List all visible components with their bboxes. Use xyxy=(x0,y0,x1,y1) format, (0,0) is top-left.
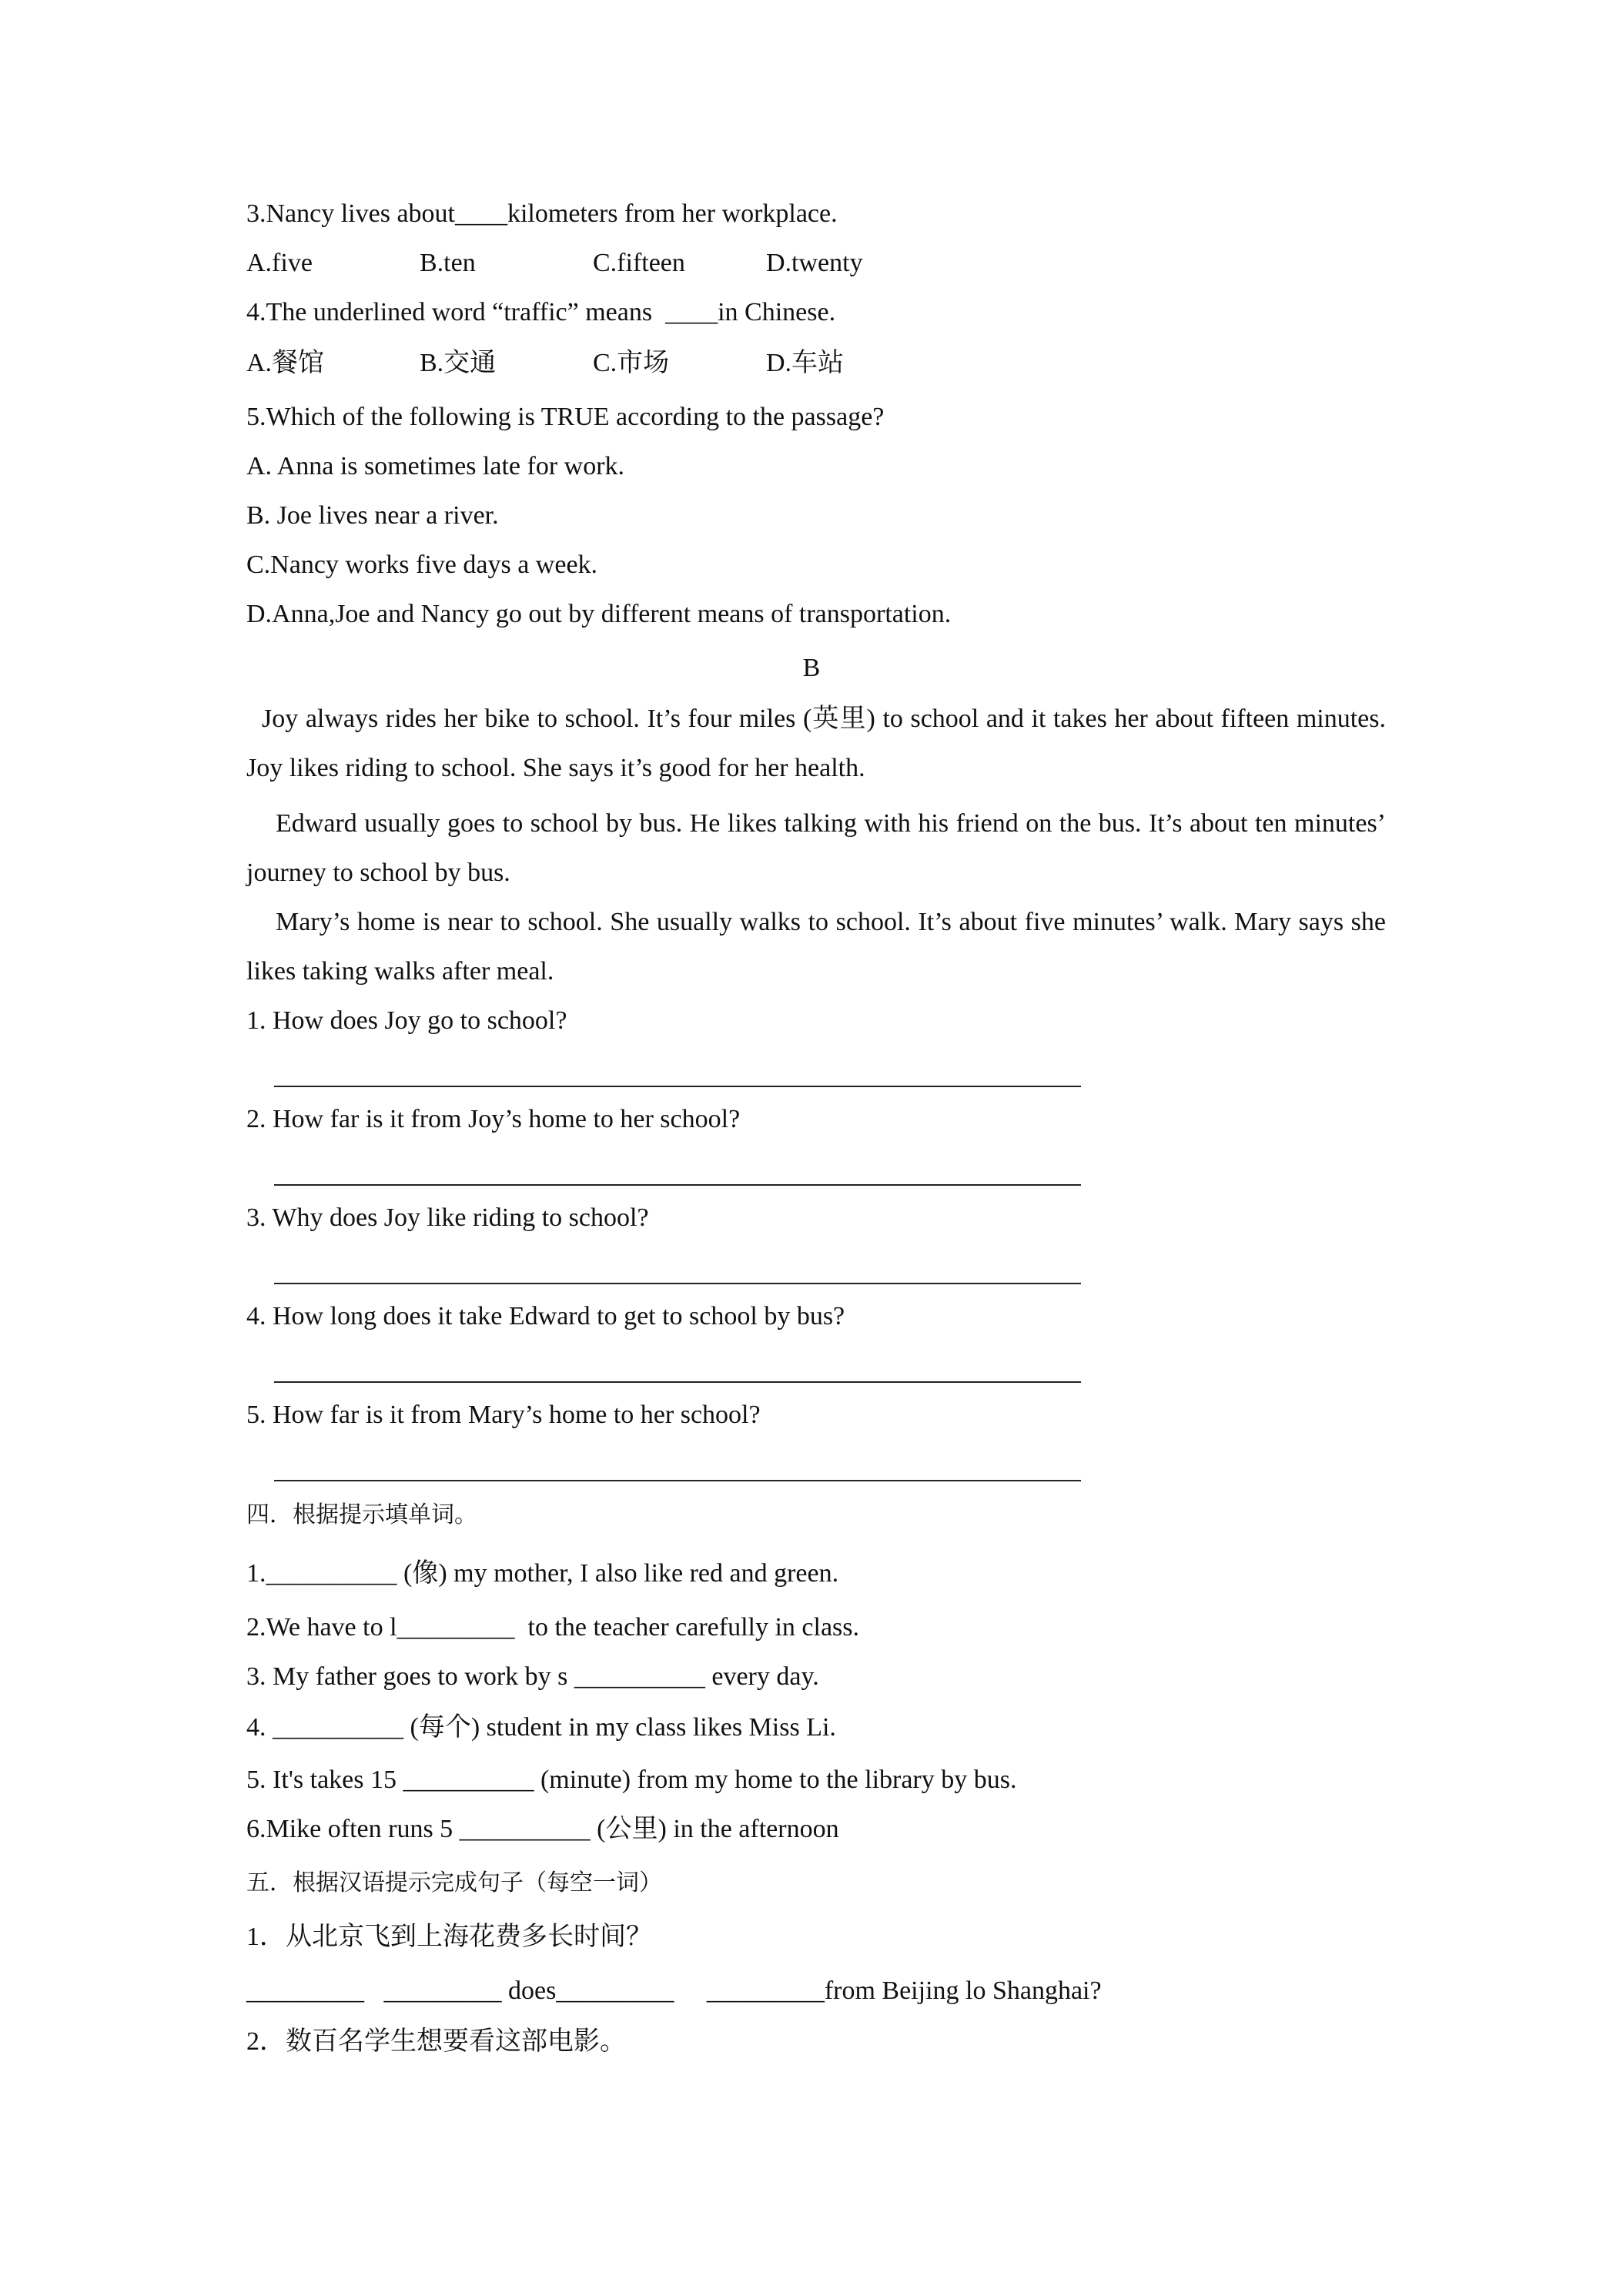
q5-option-b: B. Joe lives near a river. xyxy=(246,501,499,530)
q4-option-b: B.交通 xyxy=(420,349,497,377)
q3-option-b: B.ten xyxy=(420,249,476,277)
reading-question-1: 1. How does Joy go to school? xyxy=(246,1006,567,1035)
q4-option-d: D.车站 xyxy=(766,349,845,377)
reading-question-5: 5. How far is it from Mary’s home to her school? xyxy=(246,1401,761,1429)
translate-item-1-prompt: 1．从北京飞到上海花费多长时间？ xyxy=(246,1923,652,1951)
passage-paragraph-joy xyxy=(246,694,1386,793)
reading-question-2: 2. How far is it from Joy’s home to her school? xyxy=(246,1105,741,1133)
translate-item-2-prompt: 2．数百名学生想要看这部电影。 xyxy=(246,2027,626,2056)
passage-paragraph-joy-text: Joy always rides her bike to school. It’s four miles (英里) to school and it takes her about fifteen minutes. Joy likes riding to school. She says it’s good for her health. xyxy=(246,705,1386,782)
section-5-heading: 五．根据汉语提示完成句子（每空一词） xyxy=(246,1869,662,1896)
fill-item-4: 4. __________ (每个) student in my class likes Miss Li. xyxy=(246,1713,836,1742)
fill-item-2: 2.We have to l_________ to the teacher carefully in class. xyxy=(246,1613,859,1642)
question-4-stem: 4.The underlined word “traffic” means ____in Chinese. xyxy=(246,298,836,326)
answer-line-2[interactable] xyxy=(274,1184,1081,1186)
q3-option-c: C.fifteen xyxy=(593,249,685,277)
section-4-heading: 四．根据提示填单词。 xyxy=(246,1501,477,1528)
translate-item-1-blanks: _________ _________ does_________ _________from Beijing lo Shanghai? xyxy=(246,1976,1102,2005)
reading-question-3: 3. Why does Joy like riding to school? xyxy=(246,1203,649,1232)
q4-option-c: C.市场 xyxy=(593,349,670,377)
q5-option-c: C.Nancy works five days a week. xyxy=(246,551,598,579)
q3-option-d: D.twenty xyxy=(766,249,863,277)
question-3-stem: 3.Nancy lives about____kilometers from her workplace. xyxy=(246,199,838,228)
passage-paragraph-edward-text: Edward usually goes to school by bus. He likes talking with his friend on the bus. It’s about ten minutes’ journey to school by bus. xyxy=(246,809,1386,887)
answer-line-1[interactable] xyxy=(274,1086,1081,1087)
question-5-stem: 5.Which of the following is TRUE according to the passage? xyxy=(246,403,885,431)
q4-option-a: A.餐馆 xyxy=(246,349,325,377)
passage-paragraph-edward xyxy=(246,799,1386,898)
passage-paragraph-mary-text: Mary’s home is near to school. She usually walks to school. It’s about five minutes’ walk. Mary says she likes taking walks after meal. xyxy=(246,908,1386,986)
reading-question-4: 4. How long does it take Edward to get to school by bus? xyxy=(246,1302,845,1330)
fill-item-1: 1.__________ (像) my mother, I also like red and green. xyxy=(246,1559,839,1588)
section-b-heading: B xyxy=(802,654,821,682)
passage-paragraph-mary xyxy=(246,898,1386,996)
fill-item-5: 5. It's takes 15 __________ (minute) from my home to the library by bus. xyxy=(246,1766,1017,1794)
fill-item-3: 3. My father goes to work by s __________ every day. xyxy=(246,1662,819,1691)
answer-line-3[interactable] xyxy=(274,1283,1081,1284)
q5-option-d: D.Anna,Joe and Nancy go out by different means of transportation. xyxy=(246,600,952,628)
fill-item-6: 6.Mike often runs 5 __________ (公里) in the afternoon xyxy=(246,1815,839,1843)
answer-line-5[interactable] xyxy=(274,1480,1081,1481)
q5-option-a: A. Anna is sometimes late for work. xyxy=(246,452,625,480)
q3-option-a: A.five xyxy=(246,249,313,277)
answer-line-4[interactable] xyxy=(274,1381,1081,1383)
